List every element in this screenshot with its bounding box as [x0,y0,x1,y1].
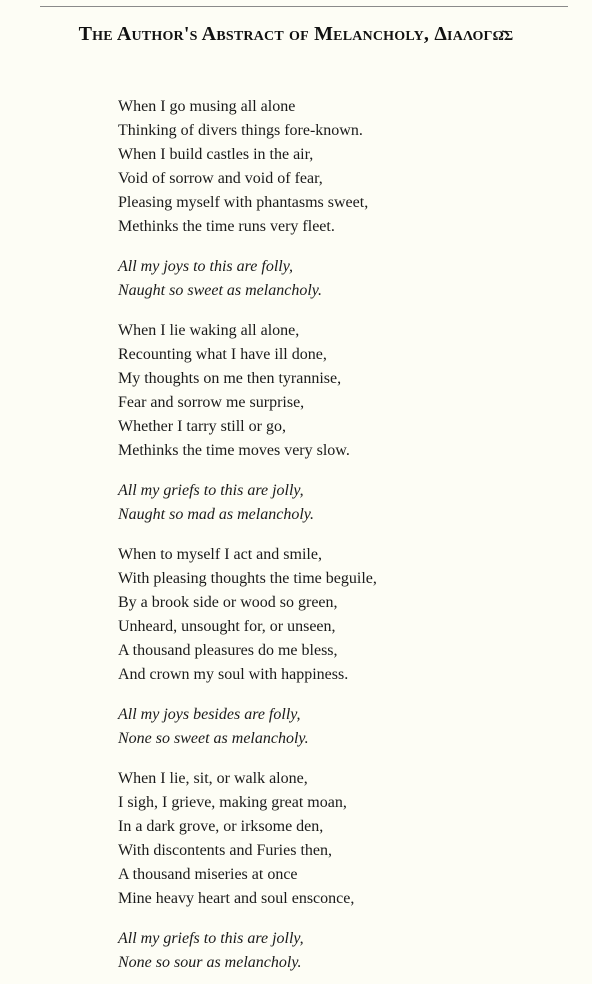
poem-line: A thousand pleasures do me bless, [118,642,338,659]
poem-line: Whether I tarry still or go, [118,418,286,435]
refrain-line: All my griefs to this are jolly, [118,930,304,947]
poem-line: When I go musing all alone [118,98,296,115]
poem-line: When I lie waking all alone, [118,322,300,339]
poem-line: By a brook side or wood so green, [118,594,338,611]
poem-line: A thousand miseries at once [118,866,298,883]
refrain-stanza [118,703,558,751]
refrain-stanza [118,927,558,975]
refrain-line: All my joys to this are folly, [118,258,293,275]
poem-body [118,95,558,984]
refrain-line: Naught so mad as melancholy. [118,506,314,523]
poem-line: When I build castles in the air, [118,146,314,163]
refrain-line: Naught so sweet as melancholy. [118,282,322,299]
refrain-line: None so sour as melancholy. [118,954,302,971]
poem-line: Recounting what I have ill done, [118,346,327,363]
poem-line: With discontents and Furies then, [118,842,332,859]
stanza [118,319,558,463]
poem-line: Fear and sorrow me surprise, [118,394,305,411]
stanza [118,543,558,687]
poem-line: With pleasing thoughts the time beguile, [118,570,377,587]
poem-line: Thinking of divers things fore-known. [118,122,363,139]
stanza [118,95,558,239]
poem-line: Pleasing myself with phantasms sweet, [118,194,369,211]
refrain-line: All my joys besides are folly, [118,706,301,723]
poem-line: Void of sorrow and void of fear, [118,170,323,187]
poem-line: Methinks the time runs very fleet. [118,218,335,235]
refrain-stanza [118,255,558,303]
refrain-line: All my griefs to this are jolly, [118,482,304,499]
poem-line: Methinks the time moves very slow. [118,442,350,459]
poem-line: When I lie, sit, or walk alone, [118,770,308,787]
page-title: The Author's Abstract of Melancholy, Διαλογῶς [78,23,514,45]
stanza [118,767,558,911]
poem-line: My thoughts on me then tyrannise, [118,370,342,387]
refrain-stanza [118,479,558,527]
poem-line: And crown my soul with happiness. [118,666,349,683]
poem-line: I sigh, I grieve, making great moan, [118,794,347,811]
poem-line: When to myself I act and smile, [118,546,322,563]
top-divider [40,6,568,7]
poem-line: Mine heavy heart and soul ensconce, [118,890,355,907]
poem-line: Unheard, unsought for, or unseen, [118,618,336,635]
refrain-line: None so sweet as melancholy. [118,730,309,747]
poem-line: In a dark grove, or irksome den, [118,818,324,835]
